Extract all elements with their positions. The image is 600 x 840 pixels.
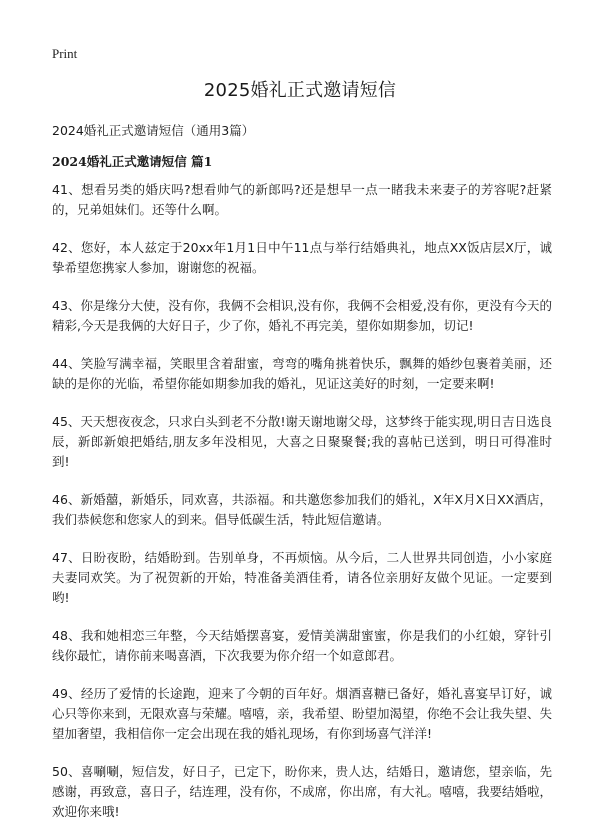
document-body	[52, 180, 552, 840]
page-title: 2025婚礼正式邀请短信	[203, 80, 397, 101]
paragraph-48: 48、我和她相恋三年整，今天结婚摆喜宴，爱情美满甜蜜蜜，你是我们的小红娘，穿针引线你最忙，请你前来喝喜酒，下次我要为你介绍一个如意郎君。	[52, 628, 552, 663]
paragraph-46: 46、新婚囍，新婚乐，同欢喜，共添福。和共邀您参加我们的婚礼，X年X月X日XX酒店，我们恭候您和您家人的到来。倡导低碳生活，特此短信邀请。	[52, 492, 552, 527]
paragraph-45: 45、天天想夜夜念，只求白头到老不分散!谢天谢地谢父母，这梦终于能实现,明日吉日选良辰，新郎新娘把婚结,朋友多年没相见，大喜之日聚聚餐;我的喜帖已送到，明日可得准时到!	[52, 414, 552, 469]
paragraph-43: 43、你是缘分大使，没有你，我俩不会相识,没有你，我俩不会相爱,没有你，更没有今天的精彩,今天是我俩的大好日子，少了你，婚礼不再完美，望你如期参加，切记!	[52, 298, 552, 333]
section-heading: 2024婚礼正式邀请短信 篇1	[52, 154, 213, 169]
paragraph-49: 49、经历了爱情的长途跑，迎来了今朝的百年好。烟酒喜糖已备好，婚礼喜宴早订好，诚心只等你来到，无限欢喜与荣耀。嘻嘻，亲，我希望、盼望加渴望，你绝不会让我失望、失望加奢望，我相信你一定会出现在我的婚礼现场，有你到场喜气洋洋!	[52, 686, 553, 741]
document-subtitle: 2024婚礼正式邀请短信（通用3篇）	[52, 123, 255, 138]
paragraph-42: 42、您好，本人兹定于20xx年1月1日中午11点与举行结婚典礼，地点XX饭店层X厅，诚挚希望您携家人参加，谢谢您的祝福。	[52, 240, 552, 275]
paragraph-41: 41、想看另类的婚庆吗?想看帅气的新郎吗?还是想早一点一睹我未来妻子的芳容呢?赶紧的，兄弟姐妹们。还等什么啊。	[52, 182, 552, 217]
paragraph-50: 50、喜唰唰，短信发，好日子，已定下，盼你来，贵人达，结婚日，邀请您，望亲临，先感谢，再致意，喜日子，结连理，没有你，不成席，你出席，有大礼。嘻嘻，我要结婚啦，欢迎你来哦!	[52, 764, 553, 819]
paragraph-47: 47、日盼夜盼，结婚盼到。告别单身，不再烦恼。从今后，二人世界共同创造，小小家庭夫妻同欢笑。为了祝贺新的开始，特准备美酒佳肴，请各位亲朋好友做个见证。一定要到哟!	[52, 550, 552, 605]
print-link[interactable]: Print	[52, 46, 78, 61]
paragraph-44: 44、笑脸写满幸福，笑眼里含着甜蜜，弯弯的嘴角挑着快乐，飘舞的婚纱包裹着美丽，还缺的是你的光临，希望你能如期参加我的婚礼，见证这美好的时刻，一定要来啊!	[52, 356, 552, 391]
